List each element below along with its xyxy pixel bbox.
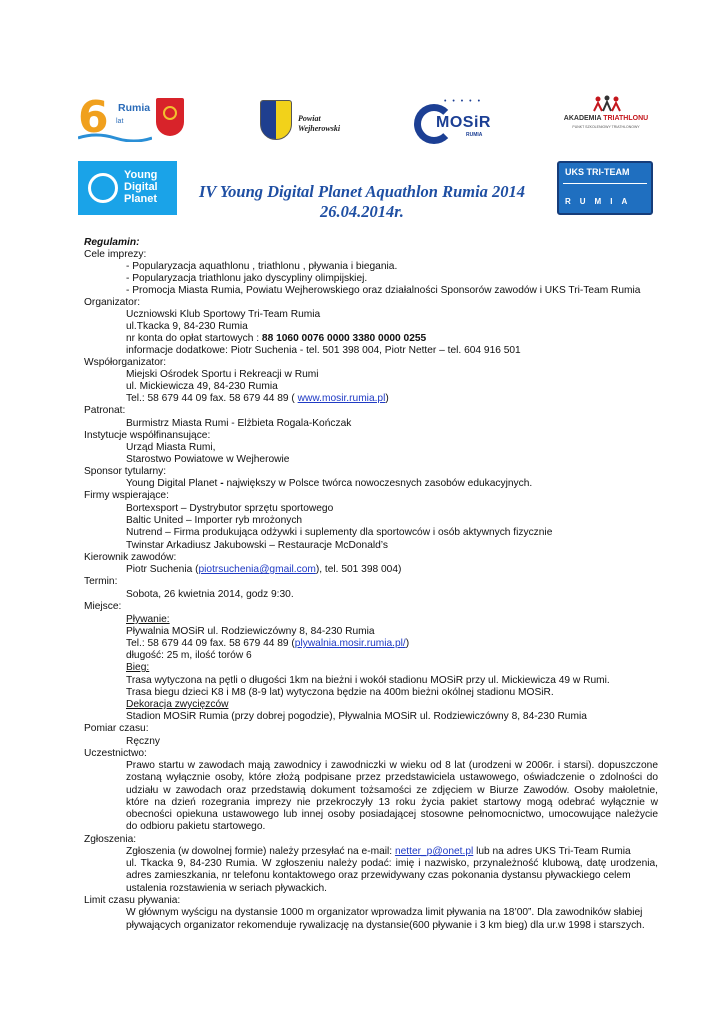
firma-item: Twinstar Arkadiusz Jakubowski – Restauracje McDonald’s bbox=[126, 540, 388, 551]
cele-label: Cele imprezy: bbox=[84, 249, 147, 260]
cele-item: - Popularyzacja triathlonu jako dyscypliny olimpijskiej. bbox=[126, 273, 368, 284]
rumia-logo-lat: lat bbox=[116, 118, 124, 125]
kierownik-prefix: Piotr Suchenia ( bbox=[126, 564, 199, 575]
instytucje-line: Urząd Miasta Rumi, bbox=[126, 442, 216, 453]
mosir-website-link[interactable]: www.mosir.rumia.pl bbox=[297, 393, 386, 404]
mosir-rumia-logo bbox=[414, 98, 504, 148]
zgloszenia-line: ustalenia rozstawienia w seriach pływackich. bbox=[126, 883, 328, 894]
rumia-logo-word: Rumia bbox=[118, 102, 151, 114]
sponsor-rest: największy w Polsce twórca nowoczesnych zasobów edukacyjnych. bbox=[226, 478, 533, 489]
akademia-sub: PUNKT SZKOLENIOWY TRIATHLONOWY bbox=[572, 125, 640, 129]
uks-logo-bottom: RUMIA bbox=[565, 197, 637, 206]
patronat-text: Burmistrz Miasta Rumi - Elżbieta Rogala-Kończak bbox=[126, 418, 352, 429]
cele-item: - Promocja Miasta Rumia, Powiatu Wejherowskiego oraz działalności Sponsorów zawodów i UKS Tri-Team Rumia bbox=[126, 285, 641, 296]
wave-icon bbox=[78, 132, 152, 142]
termin-label: Termin: bbox=[84, 576, 118, 587]
organizator-info: informacje dodatkowe: Piotr Suchenia - tel. 501 398 004, Piotr Netter – tel. 604 916 501 bbox=[126, 345, 521, 356]
bieg-line: Trasa wytyczona na pętli o długości 1km na bieżni i wokół stadionu MOSiR przy ul. Mickiewicza 49 w Rumi. bbox=[126, 675, 610, 686]
ydp-line3: Planet bbox=[124, 193, 158, 205]
ydp-line2: Digital bbox=[124, 181, 158, 193]
plywalnia-website-link[interactable]: plywalnia.mosir.rumia.pl/ bbox=[294, 638, 406, 649]
plywanie-tel-prefix: Tel.: 58 679 44 09 fax. 58 679 44 89 ( bbox=[126, 638, 295, 649]
uks-tri-team-logo bbox=[557, 161, 653, 215]
limit-line: W głównym wyścigu na dystansie 1000 m organizator wprowadza limit pływania na 18’00”. Dla zawodników słabiej bbox=[126, 907, 643, 918]
plywanie-dlugosc: długość: 25 m, ilość torów 6 bbox=[126, 650, 252, 661]
stars-icon: • • • • • bbox=[444, 98, 483, 105]
plywanie-address: Pływalnia MOSiR ul. Rodziewiczówny 8, 84-230 Rumia bbox=[126, 626, 375, 637]
instytucje-line: Starostwo Powiatowe w Wejherowie bbox=[126, 454, 290, 465]
kierownik-email-link[interactable]: piotrsuchenia@gmail.com bbox=[198, 564, 316, 575]
rumia-coat-of-arms-icon bbox=[156, 98, 184, 136]
powiat-logo-line1: Powiat bbox=[298, 114, 321, 123]
mosir-logo-sub: RUMIA bbox=[466, 132, 483, 138]
powiat-coat-of-arms-icon bbox=[260, 100, 292, 140]
plywanie-heading: Pływanie: bbox=[126, 614, 170, 625]
rumia-six-glyph: 6 bbox=[78, 92, 109, 143]
pomiar-label: Pomiar czasu: bbox=[84, 723, 149, 734]
plywanie-tel-suffix: ) bbox=[405, 638, 410, 649]
dekoracja-heading: Dekoracja zwycięzców bbox=[126, 699, 229, 710]
miejsce-label: Miejsce: bbox=[84, 601, 122, 612]
limit-label: Limit czasu pływania: bbox=[84, 895, 181, 906]
firma-item: Baltic United – Importer ryb mrożonych bbox=[126, 515, 303, 526]
wspolorganizator-line: Miejski Ośrodek Sportu i Rekreacji w Rumi bbox=[126, 369, 319, 380]
wspolorganizator-line: ul. Mickiewicza 49, 84-230 Rumia bbox=[126, 381, 278, 392]
uczestnictwo-line: zostaną wyłącznie osoby, które złożą podpisane przez przedstawiciela ustawowego, oświadczenie o zdolności do bbox=[126, 772, 658, 783]
bank-account-prefix: nr konta do opłat startowych : bbox=[126, 333, 262, 344]
powiat-wejherowski-logo bbox=[260, 100, 352, 144]
uczestnictwo-line: do odbioru pakietu startowego. bbox=[126, 821, 266, 832]
uczestnictwo-line: obecności opiekuna ustawowego lub innej osoby posiadającej stosowne pełnomocnictwo, umocowujące należycie bbox=[126, 809, 658, 820]
zgloszenia-line: ul. Tkacka 9, 84-230 Rumia. W zgłoszeniu należy podać: imię i nazwisko, przynależność klubową, datę urodzenia, bbox=[126, 858, 658, 869]
uczestnictwo-line: które na dzień rozegrania imprezy nie przekroczyły 13 roku życia pakiet startowy mogą odebrać wyłącznie w bbox=[126, 797, 658, 808]
ydp-line1: Young bbox=[124, 169, 158, 181]
firma-item: Bortexsport – Dystrybutor sprzętu sportowego bbox=[126, 503, 334, 514]
mosir-logo-word: MOSiR bbox=[436, 114, 491, 131]
uczestnictwo-label: Uczestnictwo: bbox=[84, 748, 147, 759]
bank-account-line bbox=[126, 333, 426, 345]
organizator-line: ul.Tkacka 9, 84-230 Rumia bbox=[126, 321, 248, 332]
akademia-triathlonu-logo bbox=[562, 95, 650, 135]
zgloszenia-label: Zgłoszenia: bbox=[84, 834, 137, 845]
divider bbox=[563, 183, 647, 196]
akademia-name-b: TRIATHLONU bbox=[603, 115, 649, 122]
instytucje-label: Instytucje współfinansujące: bbox=[84, 430, 211, 441]
bieg-heading: Bieg: bbox=[126, 662, 150, 673]
zgloszenia-suffix: lub na adres UKS Tri-Team Rumia bbox=[473, 846, 631, 857]
zgloszenia-email-link[interactable]: netter_p@onet.pl bbox=[394, 846, 474, 857]
cele-item: - Popularyzacja aquathlonu , triathlonu , pływania i biegania. bbox=[126, 261, 398, 272]
title-line1: IV Young Digital Planet Aquathlon Rumia 2014 bbox=[198, 182, 526, 201]
bank-account-number: 88 1060 0076 0000 3380 0000 0255 bbox=[261, 333, 427, 344]
limit-line: pływających organizator rekomenduje rywalizację na dystansie(600 pływanie i 3 km bieg) dla ur.w 1998 i starszych. bbox=[126, 920, 645, 931]
uczestnictwo-line: udziału w zawodach oraz przedstawią dokument tożsamości ze zdjęciem w Biurze Zawodów. Osoby małoletnie, bbox=[126, 785, 658, 796]
akademia-name-a: AKADEMIA bbox=[563, 115, 604, 122]
powiat-logo-line2: Wejherowski bbox=[298, 124, 341, 133]
smile-icon bbox=[88, 173, 118, 203]
tel-prefix: Tel.: 58 679 44 09 fax. 58 679 44 89 ( bbox=[126, 393, 298, 404]
plywanie-tel bbox=[126, 638, 409, 650]
tel-suffix: ) bbox=[385, 393, 389, 404]
sponsor-dash: - bbox=[220, 478, 227, 489]
wspolorganizator-tel bbox=[126, 393, 389, 405]
firma-item: Nutrend – Firma produkująca odżywki i suplementy dla sportowców i osób aktywnych fizycznie bbox=[126, 527, 553, 538]
termin-text: Sobota, 26 kwietnia 2014, godz 9:30. bbox=[126, 589, 294, 600]
uks-logo-top: UKS TRI-TEAM bbox=[565, 167, 630, 177]
zgloszenia-prefix: Zgłoszenia (w dowolnej formie) należy przesyłać na e-mail: bbox=[126, 846, 395, 857]
bieg-line: Trasa biegu dzieci K8 i M8 (8-9 lat) wytyczona będzie na 400m bieżni okólnej stadionu MOSiR. bbox=[126, 687, 554, 698]
dekoracja-text: Stadion MOSiR Rumia (przy dobrej pogodzie), Pływalnia MOSiR ul. Rodziewiczówny 8, 84-230 Rumia bbox=[126, 711, 587, 722]
sponsor-name: Young Digital Planet bbox=[126, 478, 221, 489]
wspolorganizator-label: Współorganizator: bbox=[84, 357, 167, 368]
zgloszenia-line: adres zamieszkania, nr telefonu kontaktowego oraz przewidywany czas pokonania dystansu pływackiego celem bbox=[126, 870, 631, 881]
young-digital-planet-logo bbox=[78, 161, 177, 215]
kierownik-line bbox=[126, 564, 401, 576]
kierownik-suffix: ), tel. 501 398 004) bbox=[315, 564, 402, 575]
firmy-label: Firmy wspierające: bbox=[84, 490, 169, 501]
patronat-label: Patronat: bbox=[84, 405, 126, 416]
uczestnictwo-line: Prawo startu w zawodach mają zawodnicy i zawodniczki w wieku od 8 lat (urodzeni w 2006r. i starsi). dopuszczone bbox=[126, 760, 658, 771]
kierownik-label: Kierownik zawodów: bbox=[84, 552, 177, 563]
triathlete-figures-icon bbox=[592, 95, 622, 113]
page-title bbox=[180, 182, 544, 222]
rumia-60-lat-logo bbox=[78, 92, 188, 146]
pomiar-text: Ręczny bbox=[126, 736, 160, 747]
regulamin-heading: Regulamin: bbox=[84, 237, 140, 248]
organizator-line: Uczniowski Klub Sportowy Tri-Team Rumia bbox=[126, 309, 321, 320]
sponsor-line bbox=[126, 478, 532, 490]
sponsor-label: Sponsor tytularny: bbox=[84, 466, 167, 477]
zgloszenia-line bbox=[126, 846, 631, 858]
organizator-label: Organizator: bbox=[84, 297, 141, 308]
title-line2: 26.04.2014r. bbox=[320, 202, 404, 221]
